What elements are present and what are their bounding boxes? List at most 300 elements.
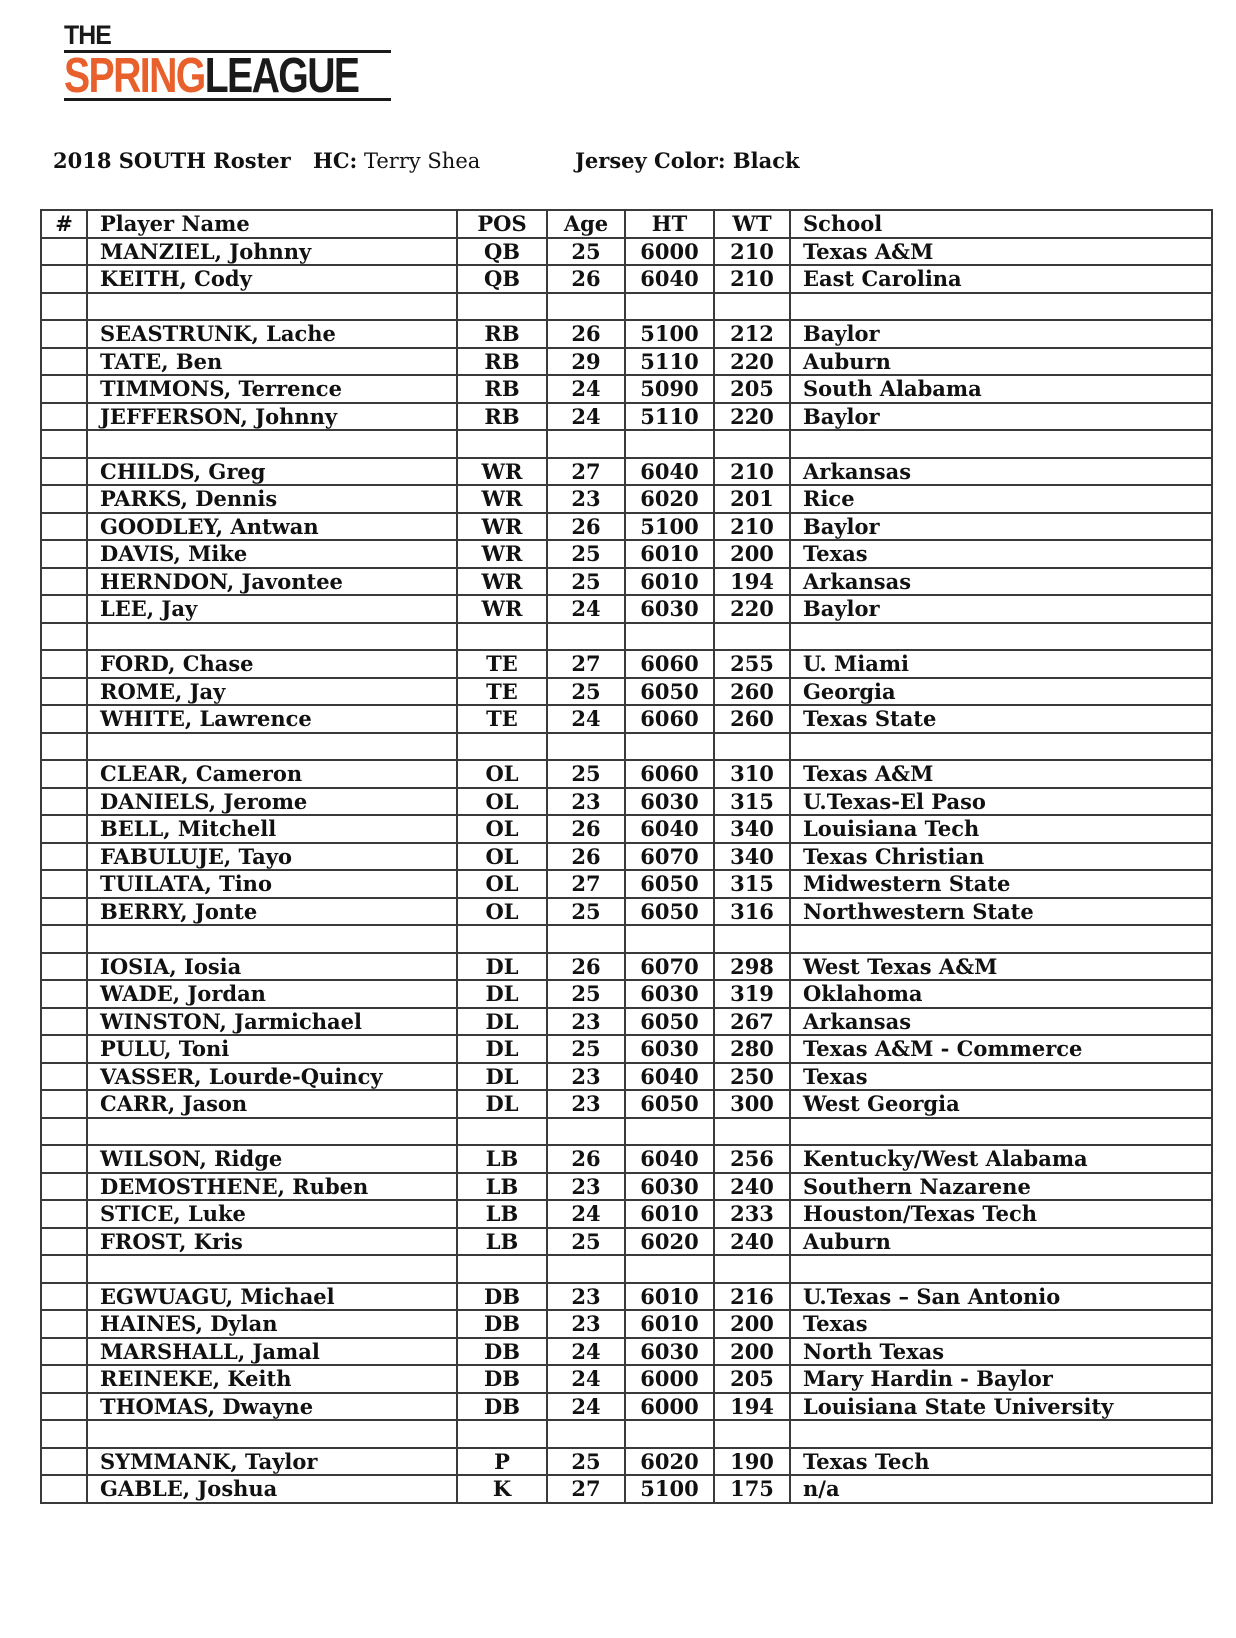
cell-school: Baylor: [790, 595, 1212, 623]
cell-school: Midwestern State: [790, 870, 1212, 898]
cell-height: 6010: [625, 1310, 714, 1338]
cell-height: 6030: [625, 1035, 714, 1063]
table-row: [41, 1200, 1212, 1228]
cell-age: 24: [547, 1393, 625, 1421]
cell-age: [547, 1255, 625, 1283]
roster-body: [41, 238, 1212, 1503]
cell-number: [41, 678, 87, 706]
cell-position: WR: [457, 568, 547, 596]
cell-school: East Carolina: [790, 265, 1212, 293]
cell-height: 6040: [625, 1063, 714, 1091]
cell-age: 25: [547, 540, 625, 568]
table-row: [41, 1008, 1212, 1036]
table-row: [41, 513, 1212, 541]
cell-weight: 175: [714, 1475, 790, 1503]
cell-number: [41, 430, 87, 458]
cell-height: 6030: [625, 788, 714, 816]
cell-school: Rice: [790, 485, 1212, 513]
cell-school: Arkansas: [790, 1008, 1212, 1036]
cell-height: 6060: [625, 760, 714, 788]
cell-weight: 200: [714, 540, 790, 568]
cell-position: RB: [457, 403, 547, 431]
cell-weight: 201: [714, 485, 790, 513]
cell-weight: [714, 1118, 790, 1146]
cell-player-name: FROST, Kris: [87, 1228, 457, 1256]
cell-player-name: TATE, Ben: [87, 348, 457, 376]
cell-player-name: KEITH, Cody: [87, 265, 457, 293]
cell-height: 6060: [625, 650, 714, 678]
cell-position: DL: [457, 980, 547, 1008]
cell-height: [625, 1255, 714, 1283]
cell-height: 6000: [625, 1393, 714, 1421]
logo-spring-text: SPRING: [64, 49, 205, 103]
cell-position: DL: [457, 1035, 547, 1063]
cell-height: 6050: [625, 1008, 714, 1036]
cell-number: [41, 898, 87, 926]
cell-weight: [714, 293, 790, 321]
cell-position: [457, 1118, 547, 1146]
cell-weight: 240: [714, 1173, 790, 1201]
cell-school: Georgia: [790, 678, 1212, 706]
cell-position: RB: [457, 375, 547, 403]
table-row: [41, 348, 1212, 376]
cell-age: 27: [547, 870, 625, 898]
cell-school: [790, 925, 1212, 953]
table-row: [41, 568, 1212, 596]
cell-position: [457, 430, 547, 458]
cell-school: West Texas A&M: [790, 953, 1212, 981]
table-row: [41, 320, 1212, 348]
cell-age: [547, 1118, 625, 1146]
cell-age: 24: [547, 1338, 625, 1366]
cell-number: [41, 595, 87, 623]
cell-weight: 205: [714, 1365, 790, 1393]
cell-weight: [714, 623, 790, 651]
cell-weight: 212: [714, 320, 790, 348]
cell-school: Arkansas: [790, 458, 1212, 486]
cell-position: TE: [457, 650, 547, 678]
cell-age: 25: [547, 568, 625, 596]
cell-player-name: CHILDS, Greg: [87, 458, 457, 486]
cell-weight: 310: [714, 760, 790, 788]
cell-school: Oklahoma: [790, 980, 1212, 1008]
cell-height: [625, 1118, 714, 1146]
table-row: [41, 595, 1212, 623]
cell-height: 6010: [625, 540, 714, 568]
cell-height: 6060: [625, 705, 714, 733]
cell-player-name: WINSTON, Jarmichael: [87, 1008, 457, 1036]
cell-weight: 233: [714, 1200, 790, 1228]
table-row: [41, 980, 1212, 1008]
cell-number: [41, 1420, 87, 1448]
cell-age: 23: [547, 1090, 625, 1118]
cell-player-name: TIMMONS, Terrence: [87, 375, 457, 403]
cell-weight: 340: [714, 843, 790, 871]
cell-weight: 210: [714, 238, 790, 266]
table-row: [41, 458, 1212, 486]
table-row: [41, 238, 1212, 266]
head-coach-name: Terry Shea: [364, 149, 481, 173]
cell-age: 27: [547, 458, 625, 486]
cell-number: [41, 623, 87, 651]
cell-age: 25: [547, 238, 625, 266]
cell-player-name: THOMAS, Dwayne: [87, 1393, 457, 1421]
cell-school: Southern Nazarene: [790, 1173, 1212, 1201]
cell-height: 5100: [625, 320, 714, 348]
cell-school: Texas: [790, 1310, 1212, 1338]
cell-school: Auburn: [790, 348, 1212, 376]
cell-age: 23: [547, 1173, 625, 1201]
cell-age: 26: [547, 815, 625, 843]
cell-player-name: [87, 1420, 457, 1448]
cell-position: OL: [457, 843, 547, 871]
table-row: [41, 1173, 1212, 1201]
cell-position: WR: [457, 513, 547, 541]
cell-age: 23: [547, 788, 625, 816]
spring-league-logo: [64, 22, 394, 101]
cell-position: TE: [457, 705, 547, 733]
cell-position: [457, 1420, 547, 1448]
cell-number: [41, 1173, 87, 1201]
table-row: [41, 815, 1212, 843]
cell-player-name: REINEKE, Keith: [87, 1365, 457, 1393]
cell-player-name: BELL, Mitchell: [87, 815, 457, 843]
cell-school: [790, 293, 1212, 321]
cell-age: [547, 925, 625, 953]
cell-school: U. Miami: [790, 650, 1212, 678]
head-coach-label: HC:: [313, 148, 358, 173]
cell-number: [41, 1228, 87, 1256]
cell-position: OL: [457, 815, 547, 843]
cell-weight: 319: [714, 980, 790, 1008]
cell-school: Texas Tech: [790, 1448, 1212, 1476]
cell-school: Baylor: [790, 513, 1212, 541]
cell-weight: [714, 1420, 790, 1448]
cell-position: LB: [457, 1228, 547, 1256]
cell-number: [41, 1310, 87, 1338]
cell-age: 26: [547, 953, 625, 981]
column-header-player-name: Player Name: [87, 210, 457, 238]
cell-position: WR: [457, 540, 547, 568]
cell-school: U.Texas-El Paso: [790, 788, 1212, 816]
cell-weight: 340: [714, 815, 790, 843]
cell-age: 27: [547, 1475, 625, 1503]
cell-number: [41, 1008, 87, 1036]
cell-position: LB: [457, 1200, 547, 1228]
cell-number: [41, 485, 87, 513]
cell-number: [41, 925, 87, 953]
cell-age: 25: [547, 1448, 625, 1476]
cell-number: [41, 1475, 87, 1503]
cell-height: 6040: [625, 458, 714, 486]
cell-age: 24: [547, 403, 625, 431]
cell-number: [41, 760, 87, 788]
cell-school: North Texas: [790, 1338, 1212, 1366]
cell-player-name: LEE, Jay: [87, 595, 457, 623]
cell-number: [41, 320, 87, 348]
cell-player-name: GOODLEY, Antwan: [87, 513, 457, 541]
table-row: [41, 1035, 1212, 1063]
cell-weight: 260: [714, 678, 790, 706]
cell-height: [625, 733, 714, 761]
cell-number: [41, 705, 87, 733]
table-row: [41, 1310, 1212, 1338]
table-row: [41, 1475, 1212, 1503]
cell-player-name: DANIELS, Jerome: [87, 788, 457, 816]
cell-weight: [714, 1255, 790, 1283]
cell-height: [625, 925, 714, 953]
spacer-row: [41, 293, 1212, 321]
cell-school: Texas: [790, 540, 1212, 568]
cell-age: 23: [547, 1008, 625, 1036]
cell-school: Texas: [790, 1063, 1212, 1091]
cell-number: [41, 513, 87, 541]
cell-weight: 300: [714, 1090, 790, 1118]
cell-position: DB: [457, 1310, 547, 1338]
cell-age: 25: [547, 678, 625, 706]
cell-school: Northwestern State: [790, 898, 1212, 926]
cell-position: [457, 1255, 547, 1283]
cell-number: [41, 650, 87, 678]
cell-position: WR: [457, 485, 547, 513]
cell-number: [41, 1338, 87, 1366]
spacer-row: [41, 1420, 1212, 1448]
cell-school: [790, 430, 1212, 458]
cell-weight: 256: [714, 1145, 790, 1173]
table-row: [41, 403, 1212, 431]
cell-weight: 255: [714, 650, 790, 678]
cell-player-name: WHITE, Lawrence: [87, 705, 457, 733]
spacer-row: [41, 1255, 1212, 1283]
cell-position: [457, 733, 547, 761]
cell-number: [41, 568, 87, 596]
cell-weight: 194: [714, 568, 790, 596]
cell-number: [41, 1090, 87, 1118]
cell-position: LB: [457, 1173, 547, 1201]
cell-number: [41, 1035, 87, 1063]
spacer-row: [41, 430, 1212, 458]
cell-weight: 267: [714, 1008, 790, 1036]
cell-school: [790, 733, 1212, 761]
cell-weight: [714, 733, 790, 761]
cell-weight: 260: [714, 705, 790, 733]
cell-school: Baylor: [790, 320, 1212, 348]
cell-height: 6010: [625, 568, 714, 596]
cell-player-name: SEASTRUNK, Lache: [87, 320, 457, 348]
cell-number: [41, 870, 87, 898]
cell-player-name: PARKS, Dennis: [87, 485, 457, 513]
cell-player-name: ROME, Jay: [87, 678, 457, 706]
cell-height: 6030: [625, 1173, 714, 1201]
cell-number: [41, 1365, 87, 1393]
cell-age: 25: [547, 898, 625, 926]
cell-position: OL: [457, 870, 547, 898]
table-row: [41, 1090, 1212, 1118]
cell-school: Arkansas: [790, 568, 1212, 596]
cell-school: [790, 623, 1212, 651]
cell-weight: 240: [714, 1228, 790, 1256]
cell-player-name: HAINES, Dylan: [87, 1310, 457, 1338]
cell-weight: 298: [714, 953, 790, 981]
table-row: [41, 843, 1212, 871]
cell-age: [547, 293, 625, 321]
cell-school: [790, 1118, 1212, 1146]
cell-position: TE: [457, 678, 547, 706]
cell-weight: 194: [714, 1393, 790, 1421]
cell-school: [790, 1420, 1212, 1448]
cell-weight: 216: [714, 1283, 790, 1311]
cell-position: K: [457, 1475, 547, 1503]
cell-position: LB: [457, 1145, 547, 1173]
cell-school: Houston/Texas Tech: [790, 1200, 1212, 1228]
cell-player-name: CLEAR, Cameron: [87, 760, 457, 788]
cell-number: [41, 1118, 87, 1146]
table-row: [41, 870, 1212, 898]
cell-player-name: [87, 733, 457, 761]
cell-school: West Georgia: [790, 1090, 1212, 1118]
cell-player-name: DAVIS, Mike: [87, 540, 457, 568]
cell-height: 6050: [625, 898, 714, 926]
cell-player-name: CARR, Jason: [87, 1090, 457, 1118]
cell-position: OL: [457, 760, 547, 788]
table-row: [41, 1393, 1212, 1421]
column-header-school: School: [790, 210, 1212, 238]
cell-position: DL: [457, 1063, 547, 1091]
cell-height: 6000: [625, 238, 714, 266]
cell-height: 5100: [625, 513, 714, 541]
cell-number: [41, 1145, 87, 1173]
cell-height: 5090: [625, 375, 714, 403]
cell-height: 5110: [625, 348, 714, 376]
cell-number: [41, 1393, 87, 1421]
cell-height: 6050: [625, 678, 714, 706]
cell-height: 6010: [625, 1200, 714, 1228]
cell-age: 24: [547, 1200, 625, 1228]
cell-weight: [714, 925, 790, 953]
table-row: [41, 760, 1212, 788]
cell-player-name: HERNDON, Javontee: [87, 568, 457, 596]
cell-weight: 205: [714, 375, 790, 403]
cell-position: QB: [457, 265, 547, 293]
cell-height: 6030: [625, 980, 714, 1008]
cell-age: 24: [547, 595, 625, 623]
cell-height: 6020: [625, 1448, 714, 1476]
cell-number: [41, 458, 87, 486]
cell-player-name: WADE, Jordan: [87, 980, 457, 1008]
column-header-number: #: [41, 210, 87, 238]
cell-weight: 200: [714, 1338, 790, 1366]
cell-school: Texas Christian: [790, 843, 1212, 871]
table-row: [41, 678, 1212, 706]
cell-height: [625, 293, 714, 321]
cell-height: 6000: [625, 1365, 714, 1393]
cell-position: RB: [457, 320, 547, 348]
cell-number: [41, 238, 87, 266]
cell-age: 25: [547, 1035, 625, 1063]
table-row: [41, 953, 1212, 981]
cell-player-name: TUILATA, Tino: [87, 870, 457, 898]
cell-age: 23: [547, 1283, 625, 1311]
cell-school: Texas State: [790, 705, 1212, 733]
cell-position: P: [457, 1448, 547, 1476]
cell-age: 24: [547, 375, 625, 403]
cell-player-name: [87, 430, 457, 458]
table-row: [41, 788, 1212, 816]
table-row: [41, 1063, 1212, 1091]
cell-weight: 220: [714, 348, 790, 376]
cell-height: [625, 623, 714, 651]
cell-position: [457, 925, 547, 953]
table-row: [41, 540, 1212, 568]
roster-title: 2018 SOUTH Roster: [53, 148, 291, 173]
cell-number: [41, 1200, 87, 1228]
cell-age: 26: [547, 513, 625, 541]
cell-player-name: FABULUJE, Tayo: [87, 843, 457, 871]
jersey-color: Jersey Color: Black: [575, 148, 800, 173]
cell-position: RB: [457, 348, 547, 376]
cell-age: [547, 733, 625, 761]
cell-age: [547, 623, 625, 651]
cell-height: [625, 430, 714, 458]
column-header-height: HT: [625, 210, 714, 238]
cell-school: Texas A&M: [790, 238, 1212, 266]
roster-table: [40, 209, 1213, 1504]
cell-player-name: IOSIA, Iosia: [87, 953, 457, 981]
cell-number: [41, 815, 87, 843]
cell-position: DL: [457, 1008, 547, 1036]
cell-school: Mary Hardin - Baylor: [790, 1365, 1212, 1393]
cell-player-name: DEMOSTHENE, Ruben: [87, 1173, 457, 1201]
cell-number: [41, 788, 87, 816]
cell-height: 6020: [625, 1228, 714, 1256]
cell-age: 27: [547, 650, 625, 678]
column-header-age: Age: [547, 210, 625, 238]
cell-position: DB: [457, 1338, 547, 1366]
cell-player-name: [87, 1118, 457, 1146]
cell-age: 26: [547, 843, 625, 871]
cell-height: 6010: [625, 1283, 714, 1311]
cell-number: [41, 540, 87, 568]
spacer-row: [41, 1118, 1212, 1146]
head-coach: [313, 148, 480, 173]
spacer-row: [41, 733, 1212, 761]
cell-number: [41, 733, 87, 761]
cell-player-name: MARSHALL, Jamal: [87, 1338, 457, 1366]
cell-age: [547, 430, 625, 458]
cell-player-name: BERRY, Jonte: [87, 898, 457, 926]
cell-player-name: [87, 623, 457, 651]
cell-school: [790, 1255, 1212, 1283]
cell-height: [625, 1420, 714, 1448]
cell-position: DB: [457, 1365, 547, 1393]
cell-position: QB: [457, 238, 547, 266]
cell-player-name: FORD, Chase: [87, 650, 457, 678]
column-header-weight: WT: [714, 210, 790, 238]
cell-number: [41, 375, 87, 403]
cell-player-name: [87, 925, 457, 953]
logo-league-text: LEAGUE: [204, 49, 359, 103]
cell-weight: 220: [714, 595, 790, 623]
table-row: [41, 1365, 1212, 1393]
cell-number: [41, 403, 87, 431]
cell-height: 5100: [625, 1475, 714, 1503]
cell-school: Texas A&M: [790, 760, 1212, 788]
table-row: [41, 485, 1212, 513]
cell-weight: 315: [714, 870, 790, 898]
cell-age: 24: [547, 705, 625, 733]
cell-school: Louisiana State University: [790, 1393, 1212, 1421]
cell-age: 25: [547, 1228, 625, 1256]
